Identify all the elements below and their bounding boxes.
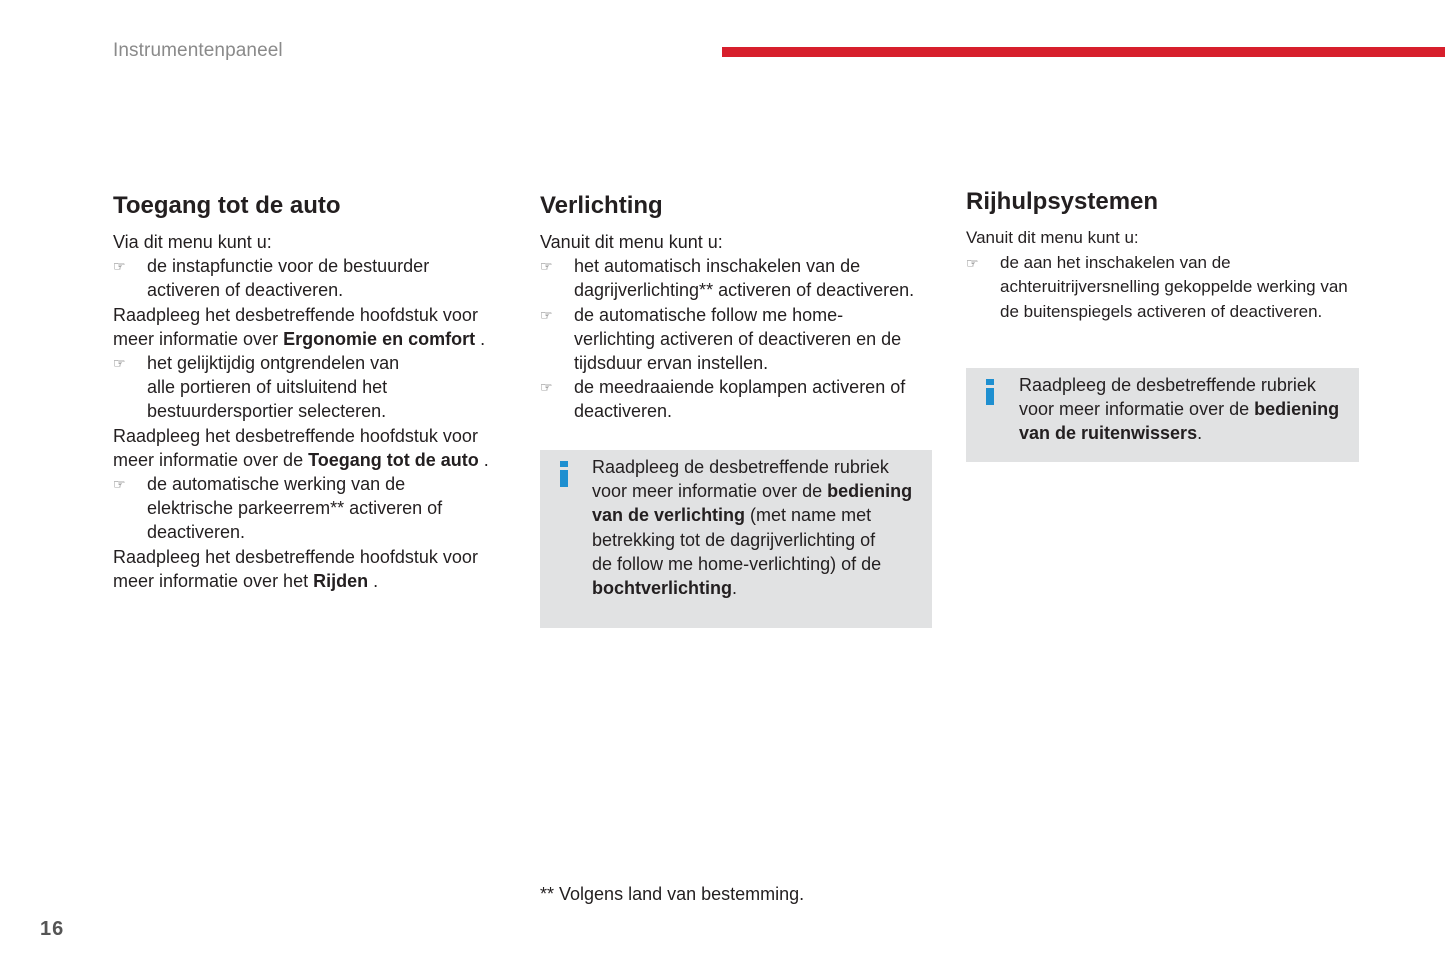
intro-text: Via dit menu kunt u: (113, 232, 272, 252)
footnote: ** Volgens land van bestemming. (540, 884, 805, 904)
intro-text: Vanuit dit menu kunt u: (966, 228, 1139, 247)
page-number: 16 (40, 918, 65, 940)
pointing-hand-icon: ☞ (113, 258, 126, 275)
intro-text: Vanuit dit menu kunt u: (540, 232, 723, 252)
info-text: Raadpleeg de desbetreffende rubriek voor meer informatie over de bediening van de ruitenwissers. (1019, 375, 1340, 444)
list-item: ☞ de aan het inschakelen van de achteruitrijversnelling gekoppelde werking van de buitenspiegels activeren of deactiveren. (966, 252, 1348, 321)
info-text: Raadpleeg de desbetreffende rubriek voor meer informatie over de bediening van de verlichting (met name met betrekking tot de dagrijverlichting of de follow me home-verlichting) of de bochtverlichting. (592, 457, 913, 599)
reference-text: Raadpleeg het desbetreffende hoofdstuk voor meer informatie over de Toegang tot de auto . (113, 425, 489, 470)
info-icon (985, 379, 997, 405)
heading-rijhulpsystemen: Rijhulpsystemen (966, 188, 1159, 215)
list-item: ☞ het gelijktijdig ontgrendelen van alle portieren of uitsluitend het bestuurdersportier selecteren. (113, 353, 400, 422)
list-item: ☞ de automatische follow me home- verlichting activeren of deactiveren en de tijdsduur ervan instellen. (540, 304, 902, 374)
info-box-verlichting (540, 450, 932, 628)
reference-text: Raadpleeg het desbetreffende hoofdstuk voor meer informatie over het Rijden . (113, 546, 478, 591)
list-item: ☞ de meedraaiende koplampen activeren of deactiveren. (540, 377, 906, 422)
header-accent-bar (722, 47, 1445, 57)
list-item: ☞ de automatische werking van de elektrische parkeerrem** activeren of deactiveren. (113, 474, 443, 543)
list-item: ☞ de instapfunctie voor de bestuurder activeren of deactiveren. (113, 256, 430, 301)
column-verlichting (540, 192, 935, 424)
heading-verlichting: Verlichting (540, 192, 663, 219)
column-rijhulpsystemen (966, 188, 1366, 324)
reference-text: Raadpleeg het desbetreffende hoofdstuk voor meer informatie over Ergonomie en comfort . (113, 304, 486, 349)
heading-toegang: Toegang tot de auto (113, 192, 341, 219)
column-toegang (113, 192, 508, 593)
pointing-hand-icon: ☞ (966, 254, 979, 271)
pointing-hand-icon: ☞ (540, 306, 553, 323)
pointing-hand-icon: ☞ (113, 476, 126, 493)
section-title: Instrumentenpaneel (113, 40, 283, 61)
pointing-hand-icon: ☞ (540, 379, 553, 396)
info-box-rijhulpsystemen (966, 368, 1359, 462)
info-icon (559, 461, 571, 487)
pointing-hand-icon: ☞ (540, 258, 553, 275)
pointing-hand-icon: ☞ (113, 355, 126, 372)
list-item: ☞ het automatisch inschakelen van de dagrijverlichting** activeren of deactiveren. (540, 256, 915, 301)
